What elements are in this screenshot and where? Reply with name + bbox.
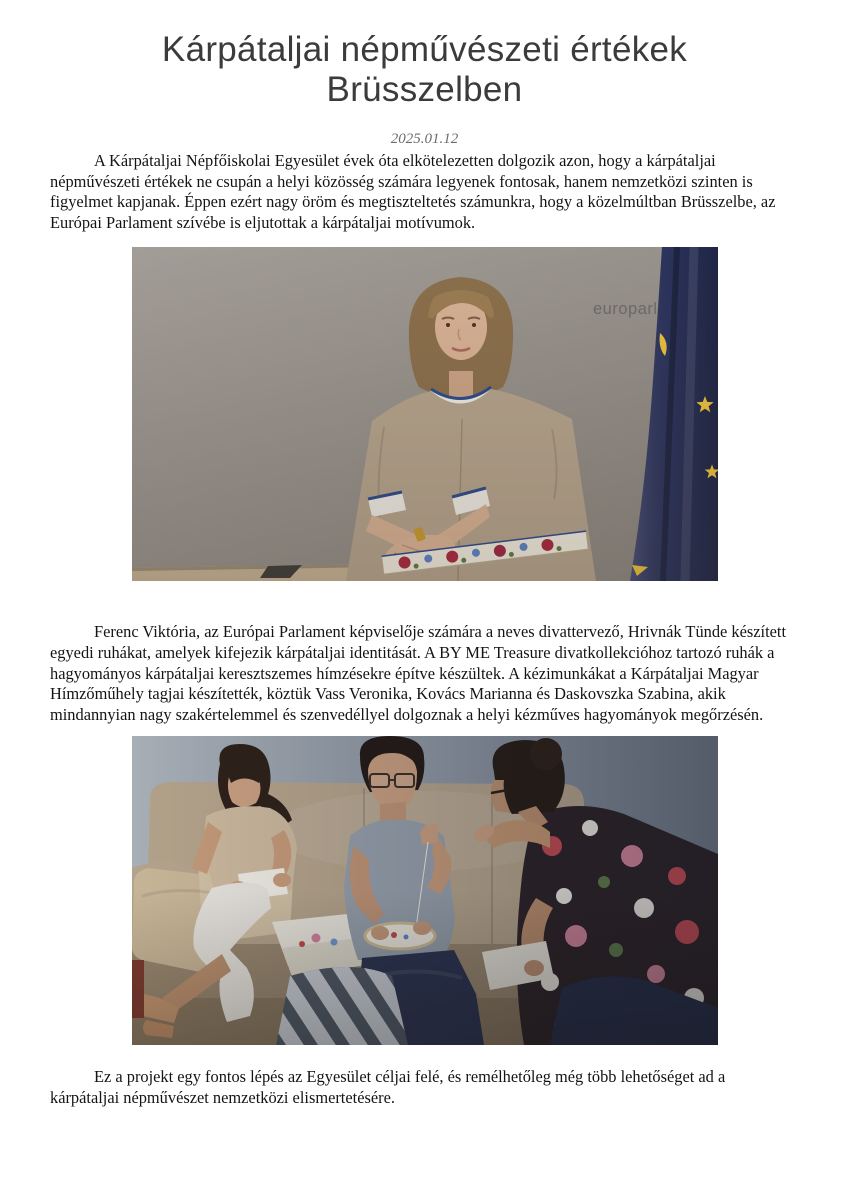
page-title-line2: Brüsszelben (326, 70, 523, 109)
photo-eu-parliament (132, 247, 718, 581)
paragraph-closing: Ez a projekt egy fontos lépés az Egyesület céljai felé, és remélhetőleg még több lehetőséget ad a kárpátaljai népművészet nemzetközi elismertetésére. (50, 1067, 726, 1107)
paragraph-designer: Ferenc Viktória, az Európai Parlament képviselője számára a neves divattervező, Hrivnák Tünde készített egyedi ruhákat, amelyek kifejezik kárpátaljai identitását. A BY ME Treasure divatkollekcióhoz tartozó ruhák a hagyományos kárpátaljai keresztszemes hímzésekre építve készültek. A kézimunkákat a Kárpátaljai Magyar Hímzőműhely tagjai készítették, köztük Vass Veronika, Kovács Marianna és Daskovszka Szabina, akik mindannyian nagy szakértelemmel és szenvedéllyel dolgoznak a helyi kézműves hagyományok megőrzésén. (50, 622, 787, 724)
page-title (55, 30, 794, 110)
article-date: 2025.01.12 (390, 131, 459, 147)
paragraph-intro: A Kárpátaljai Népfőiskolai Egyesület évek óta elkötelezetten dolgozik azon, hogy a kárpátaljai népművészeti értékek ne csupán a helyi közösség számára legyenek fontosak, hanem nemzetközi szinten is figyelmet kapjanak. Éppen ezért nagy öröm és megtiszteltetés számunkra, hogy a közelmúltban Brüsszelbe, az Európai Parlament szívébe is eljutottak a kárpátaljai motívumok. (50, 151, 776, 232)
photo-embroidery-workshop (132, 736, 718, 1045)
page-title-line1: Kárpátaljai népművészeti értékek (161, 30, 688, 69)
